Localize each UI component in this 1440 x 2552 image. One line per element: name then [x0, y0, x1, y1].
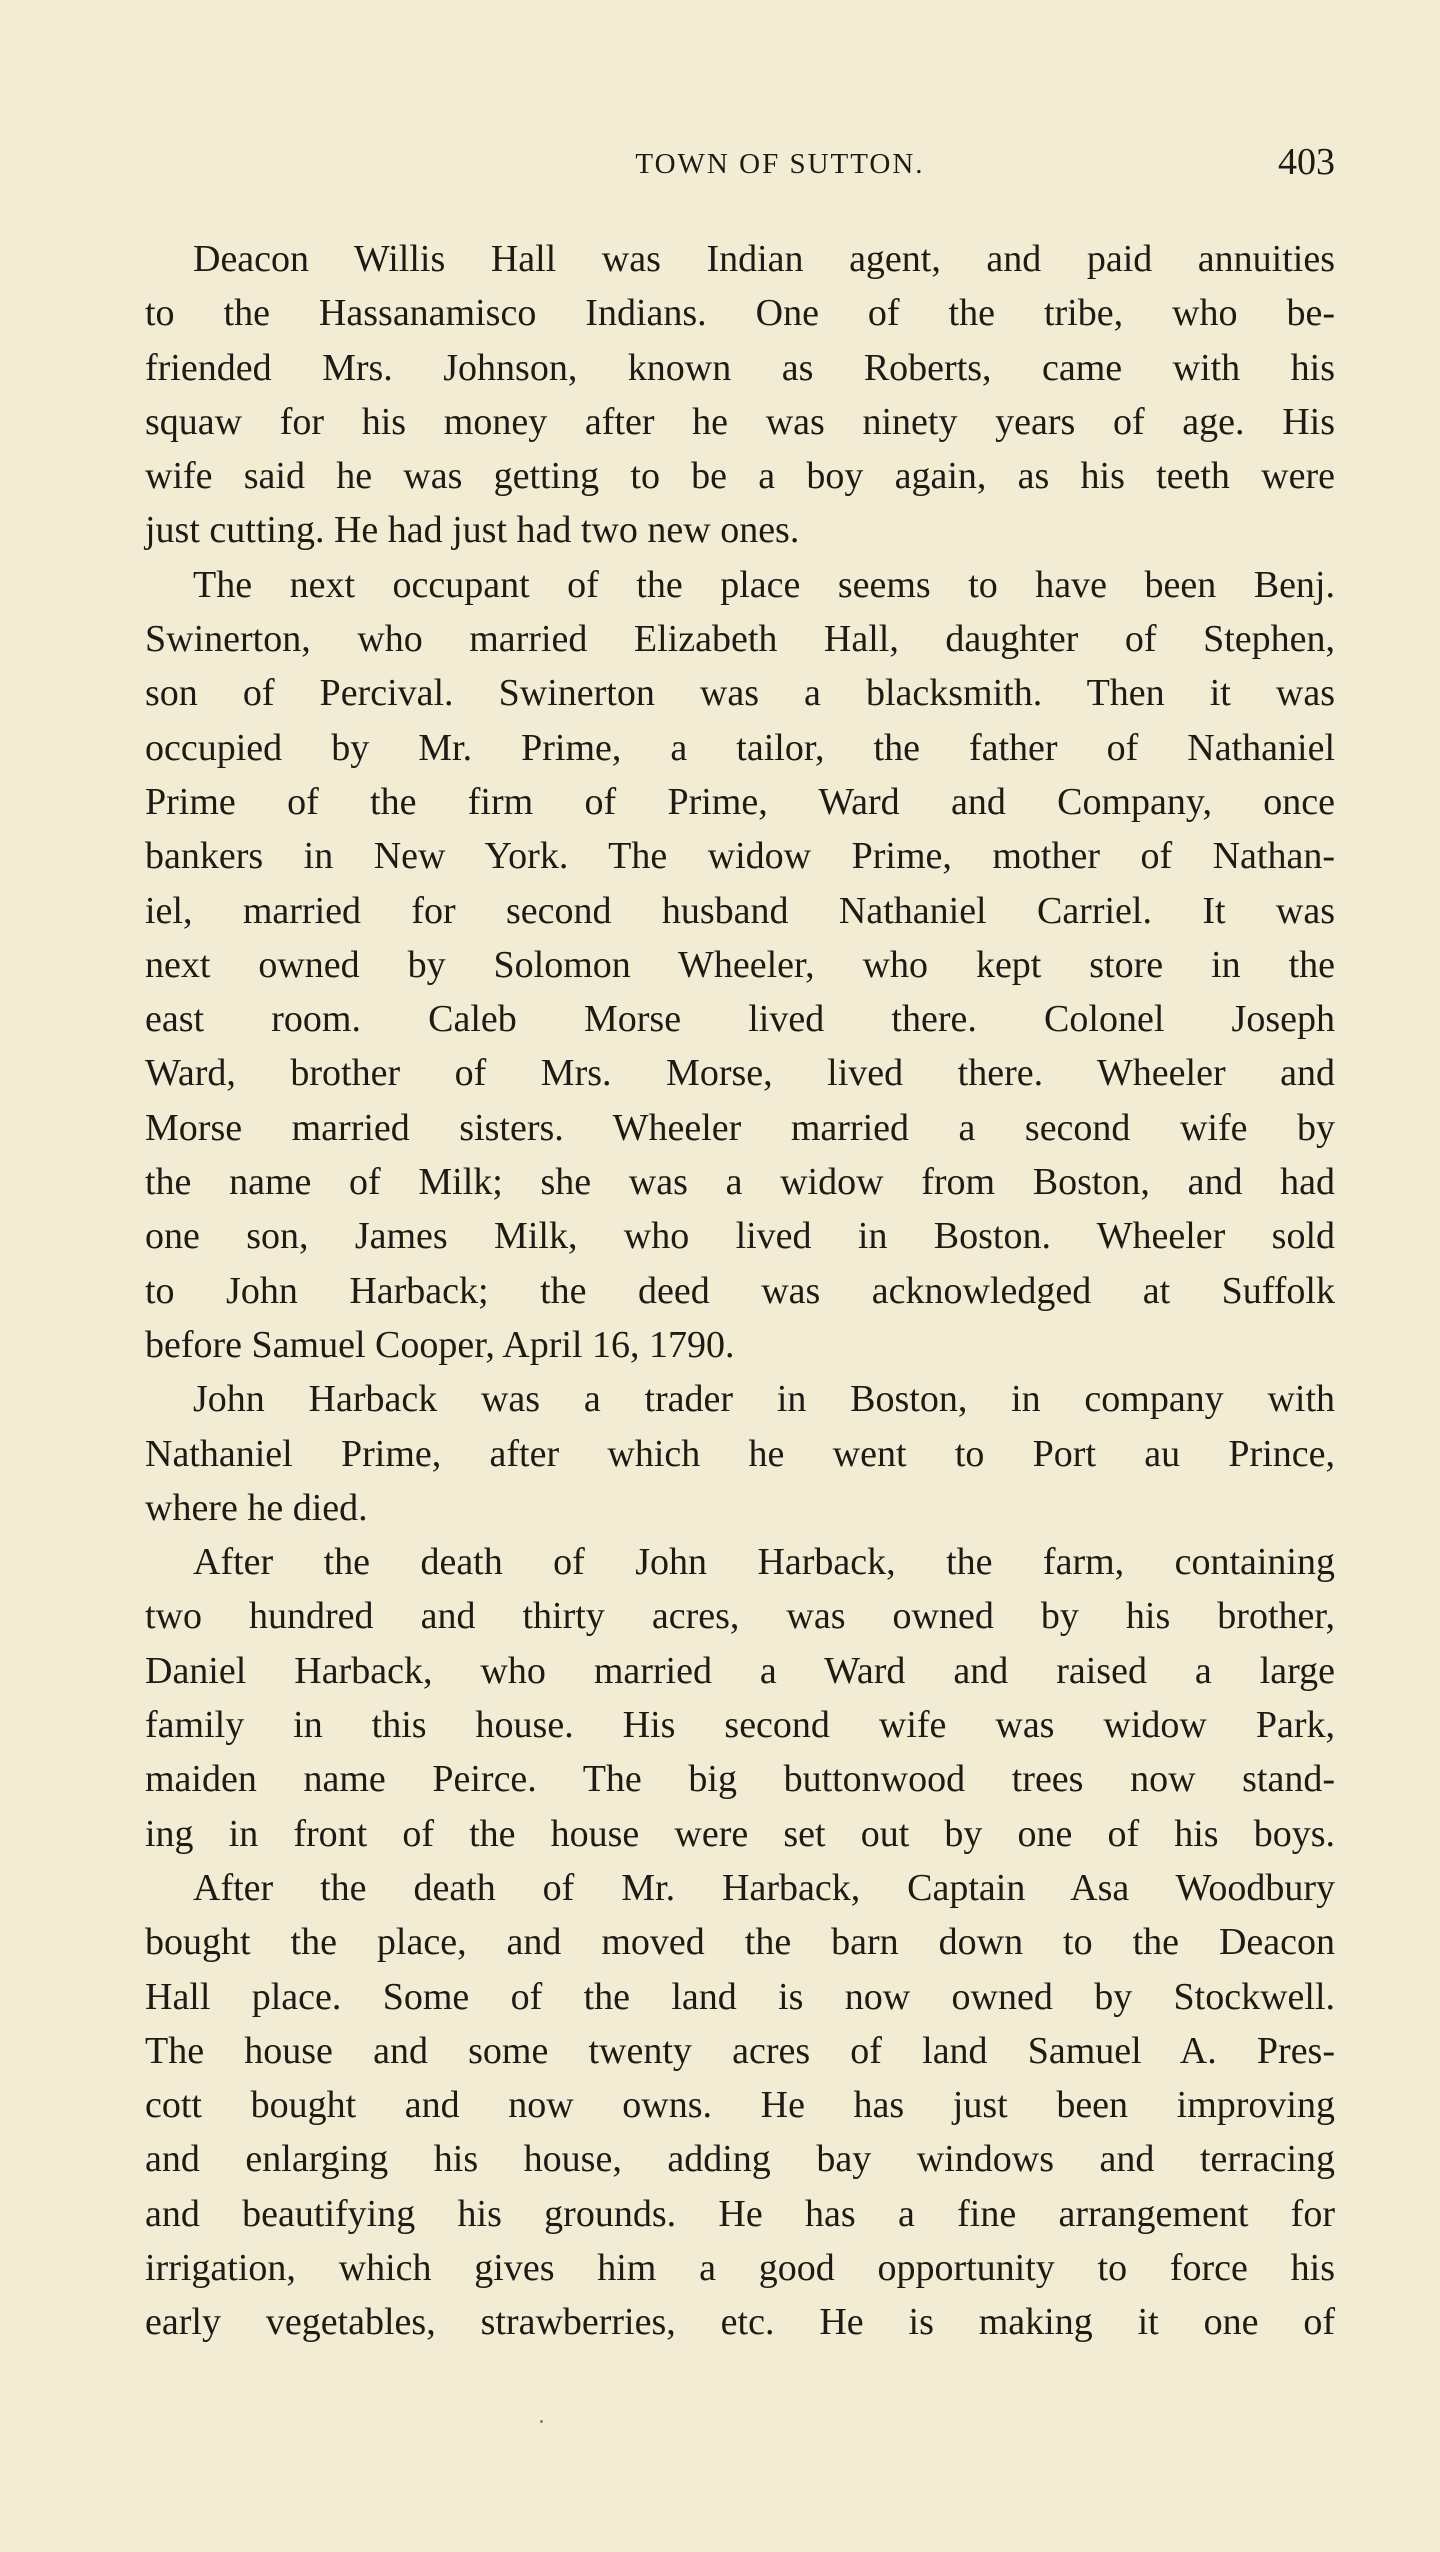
text-line: maiden name Peirce. The big buttonwood trees now stand- — [145, 1758, 1335, 1801]
text-line: where he died. — [145, 1486, 368, 1529]
text-line: The house and some twenty acres of land Samuel A. Pres- — [145, 2029, 1335, 2072]
text-line: Deacon Willis Hall was Indian agent, and paid annuities — [193, 238, 1335, 280]
text-line: After the death of John Harback, the farm, containing — [193, 1541, 1335, 1584]
text-line: Ward, brother of Mrs. Morse, lived there. Wheeler and — [145, 1052, 1335, 1095]
text-line: Swinerton, who married Elizabeth Hall, daughter of Stephen, — [145, 618, 1335, 661]
text-line: Prime of the firm of Prime, Ward and Company, once — [145, 780, 1335, 823]
text-line: bankers in New York. The widow Prime, mother of Nathan- — [145, 835, 1335, 878]
running-title: TOWN OF SUTTON. — [635, 148, 925, 180]
running-head — [145, 140, 1335, 190]
text-line: Nathaniel Prime, after which he went to Port au Prince, — [145, 1432, 1335, 1475]
text-line: Daniel Harback, who married a Ward and raised a large — [145, 1649, 1335, 1692]
text-line: The next occupant of the place seems to have been Benj. — [193, 563, 1335, 606]
text-line: After the death of Mr. Harback, Captain Asa Woodbury — [193, 1866, 1335, 1909]
text-line: wife said he was getting to be a boy again, as his teeth were — [145, 455, 1335, 498]
text-line: one son, James Milk, who lived in Boston. Wheeler sold — [145, 1215, 1335, 1258]
paper-speck — [540, 2420, 543, 2423]
text-line: east room. Caleb Morse lived there. Colonel Joseph — [145, 998, 1335, 1041]
text-line: irrigation, which gives him a good opportunity to force his — [145, 2246, 1335, 2289]
text-line: squaw for his money after he was ninety years of age. His — [145, 400, 1335, 443]
page-number: 403 — [1278, 141, 1335, 183]
text-line: two hundred and thirty acres, was owned by his brother, — [145, 1595, 1335, 1638]
text-line: to the Hassanamisco Indians. One of the tribe, who be- — [145, 292, 1335, 335]
text-line: to John Harback; the deed was acknowledged at Suffolk — [145, 1269, 1335, 1312]
text-line: before Samuel Cooper, April 16, 1790. — [145, 1323, 735, 1366]
text-line: ing in front of the house were set out by one of his boys. — [145, 1812, 1335, 1855]
text-line: early vegetables, strawberries, etc. He is making it one of — [145, 2301, 1335, 2344]
text-line: occupied by Mr. Prime, a tailor, the father of Nathaniel — [145, 726, 1335, 769]
text-line: friended Mrs. Johnson, known as Roberts, came with his — [145, 346, 1335, 389]
text-line: the name of Milk; she was a widow from Boston, and had — [145, 1161, 1335, 1204]
text-line: just cutting. He had just had two new ones. — [145, 509, 800, 552]
text-line: cott bought and now owns. He has just been improving — [145, 2084, 1335, 2127]
text-line: and beautifying his grounds. He has a fine arrangement for — [145, 2192, 1335, 2235]
text-line: son of Percival. Swinerton was a blacksmith. Then it was — [145, 672, 1335, 715]
body-text — [145, 232, 1335, 2350]
text-line: and enlarging his house, adding bay windows and terracing — [145, 2138, 1335, 2181]
text-line: John Harback was a trader in Boston, in company with — [193, 1378, 1335, 1421]
text-line: iel, married for second husband Nathaniel Carriel. It was — [145, 889, 1335, 932]
text-line: family in this house. His second wife was widow Park, — [145, 1704, 1335, 1747]
text-line: Morse married sisters. Wheeler married a second wife by — [145, 1106, 1335, 1149]
text-line: next owned by Solomon Wheeler, who kept store in the — [145, 943, 1335, 986]
text-line: bought the place, and moved the barn down to the Deacon — [145, 1921, 1335, 1964]
text-line: Hall place. Some of the land is now owned by Stockwell. — [145, 1975, 1335, 2018]
